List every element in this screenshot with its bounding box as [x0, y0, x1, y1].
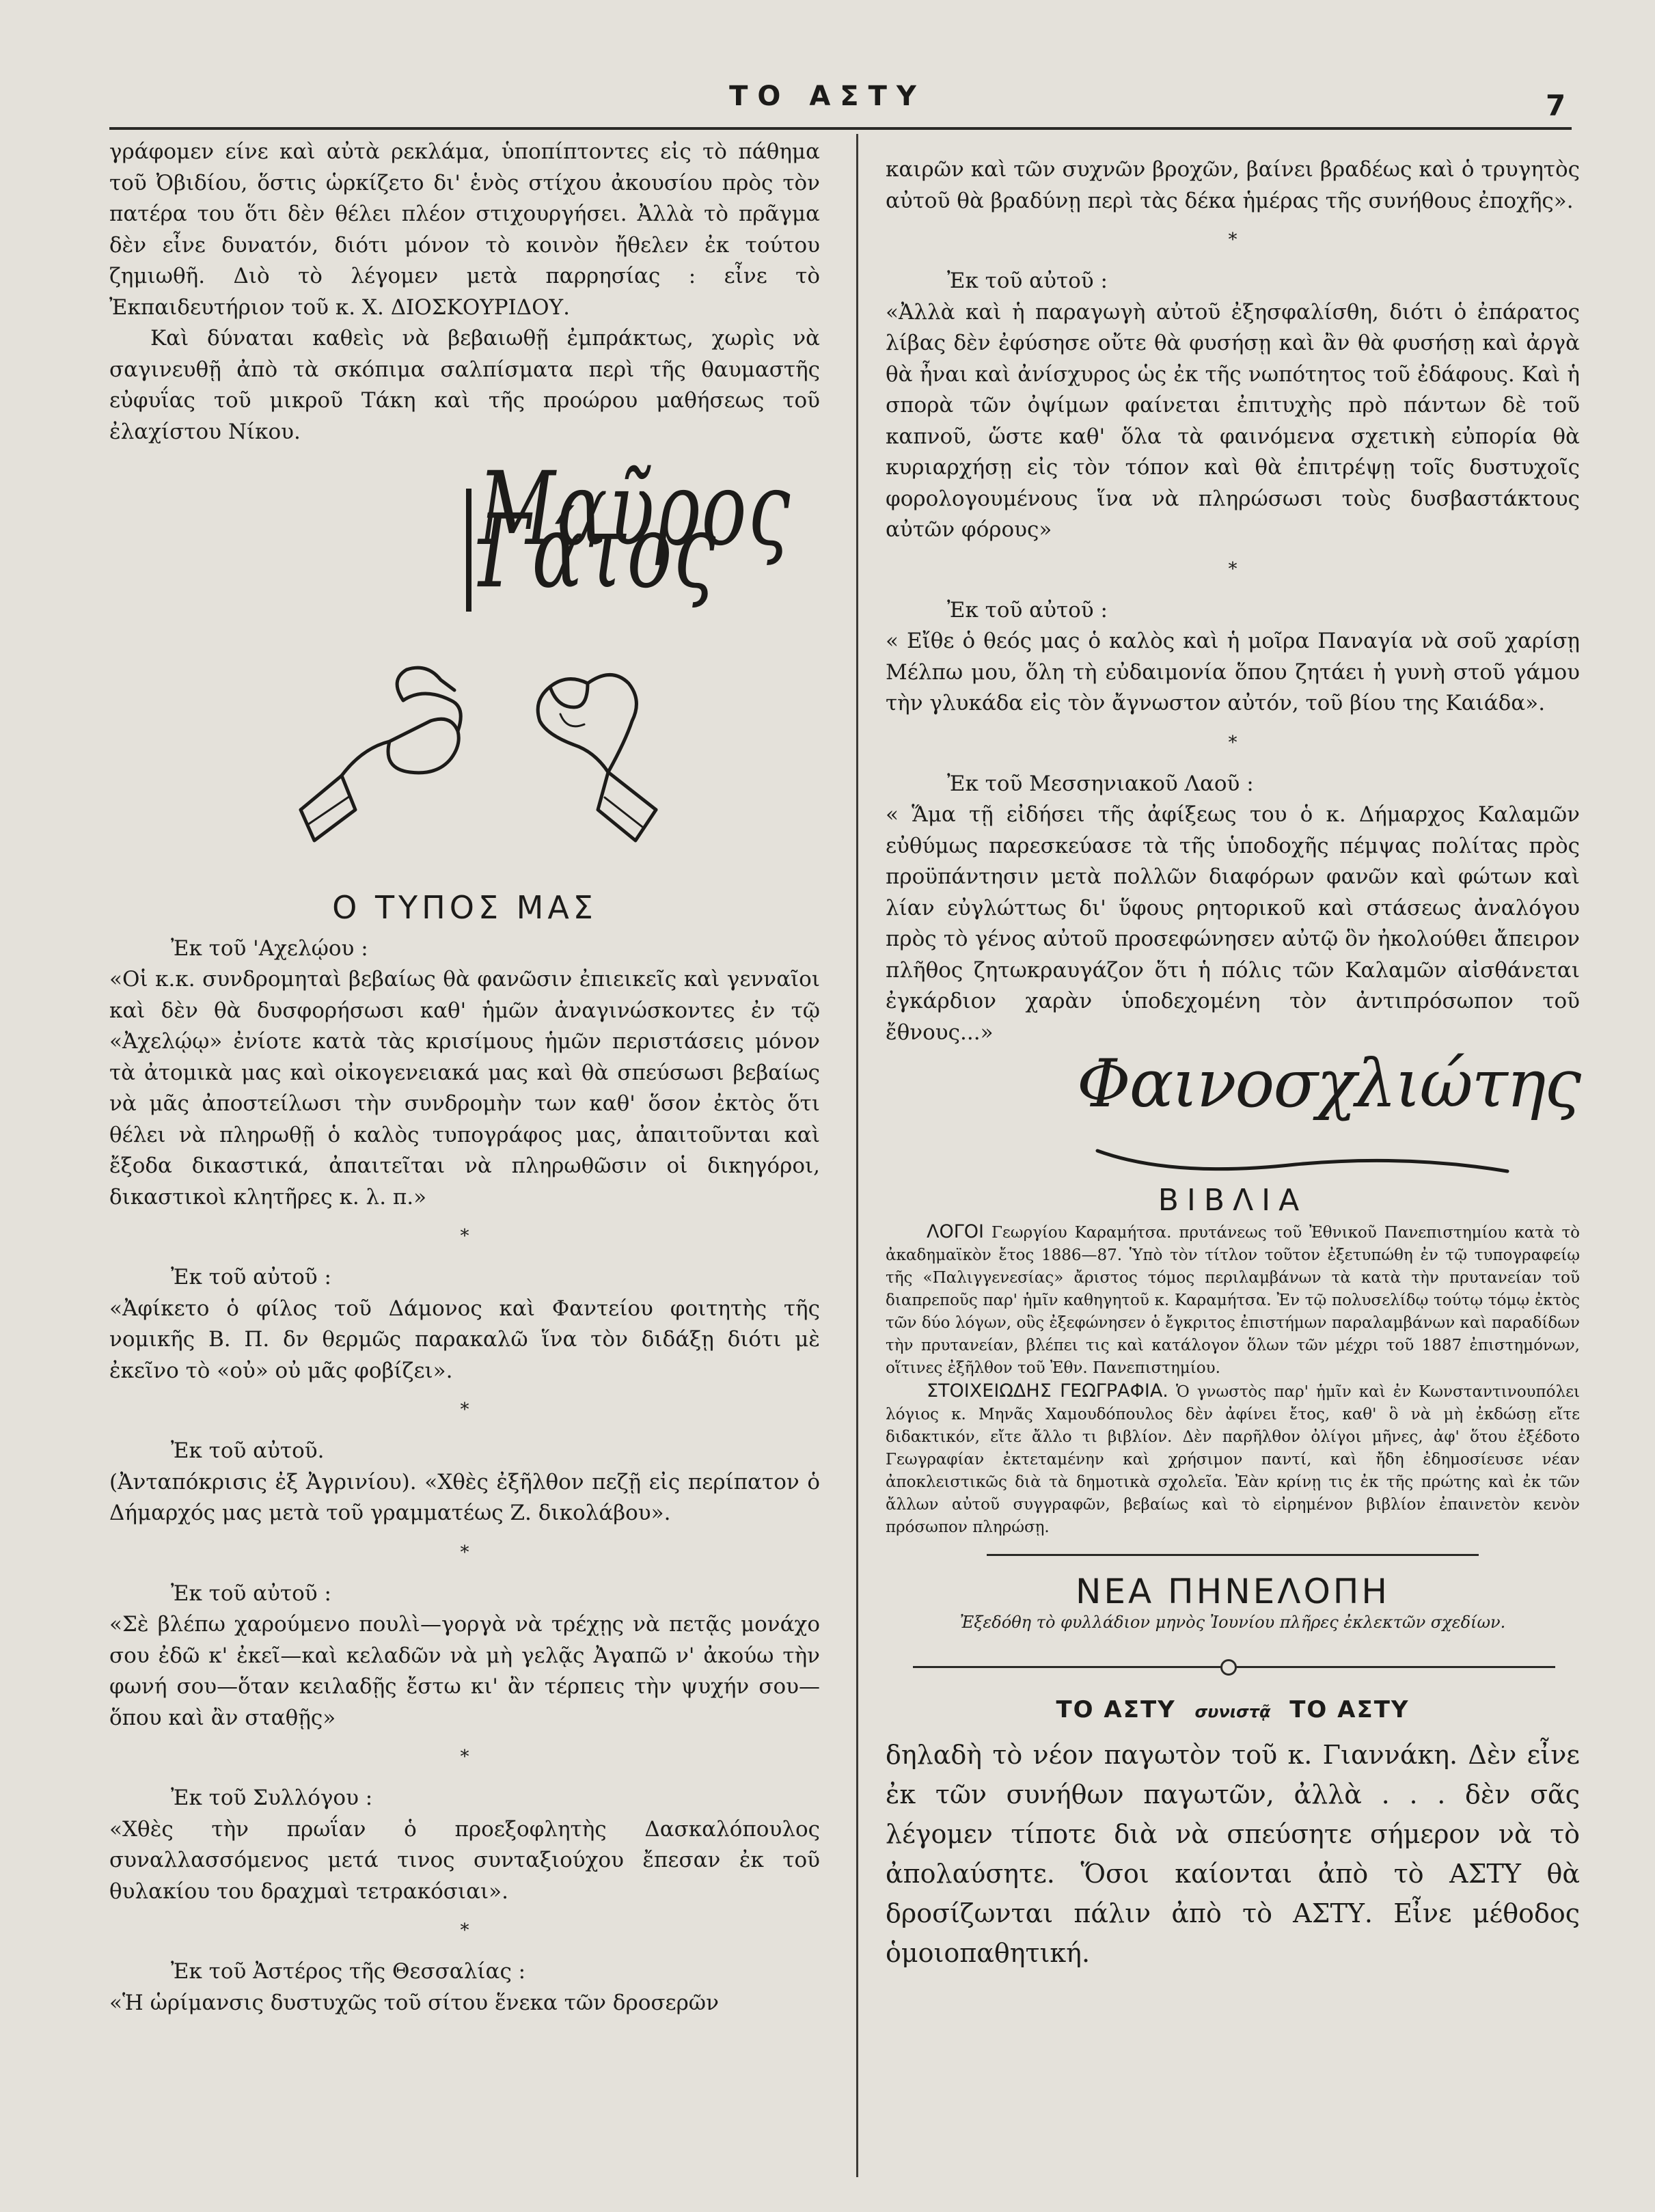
source-line: Ἐκ τοῦ αὐτοῦ.	[171, 1438, 325, 1463]
signature-swash	[1091, 1123, 1514, 1178]
separator-star: *	[1228, 230, 1237, 250]
quote-text: «Χθὲς τὴν πρωΐαν ὁ προεξοφλητὴς Δασκαλόπουλος συναλλασσόμενος μετά τινος συνταξιούχου ἔπεσαν ἐκ τοῦ θυλακίου του δραχμαὶ τετρακόσιαι».	[109, 1816, 820, 1904]
right-column	[886, 154, 1580, 1973]
running-head: ΤΟ ΑΣΤΥ	[729, 81, 926, 112]
quote-text: «Ἀλλὰ καὶ ἡ παραγωγὴ αὐτοῦ ἐξησφαλίσθη, διότι ὁ ἐπάρατος λίβας δὲν ἐφύσησε οὔτε θὰ φυσήσῃ καὶ ἂν θὰ φυσήσῃ καὶ ἀργὰ θὰ ἦναι καὶ ἀνίσχυρος ὡς ἐκ τῆς νωπότητος τοῦ ἐδάφους. Καὶ ἡ σπορὰ τῶν ὀψίμων φαίνεται ἐπιτυχὴς πρὸ πάντων δὲ τοῦ καπνοῦ, ὥστε καθ' ὅλα τὰ φαινόμενα σχετικὴ εὐπορία θὰ κυριαρχήσῃ εἰς τὸν τόπον καὶ θὰ ἐπιτρέψῃ τοῖς δυστυχοῖς φορολογουμένους ἵνα νὰ πληρώσωσι τοὺς δυσβαστάκτους αὐτῶν φόρους»	[886, 299, 1580, 542]
book-text: Ὁ γνωστὸς παρ' ἡμῖν καὶ ἐν Κωνσταντινουπόλει λόγιος κ. Μηνᾶς Χαμουδόπουλος δὲν ἀφίνει ἔτος, καθ' ὃ νὰ μὴ ἐκδώσῃ εἴτε διδακτικόν, εἴτε ἄλλο τι βιβλίον. Δὲν παρῆλθον ὀλίγοι μῆνες, ἀφ' ὅτου ἐξέδοτο Γεωγραφίαν ἐκτεταμένην καὶ χρήσιμον παντί, καὶ ἤδη ἐδημοσίευσε νέαν ἀποκλειστικῶς διὰ τὰ δημοτικὰ σχολεῖα. Ἐὰν κρίνῃ τις ἐκ τῆς πρώτης καὶ ἐκ τῶν ἄλλων αὐτοῦ συγγραφῶν, βεβαίως καὶ τὸ εἰρημένον βιβλίον ἐπαινετὸν κενὸν πρόσωπον πληρώσῃ.	[886, 1382, 1580, 1536]
separator-star: *	[1228, 558, 1237, 579]
intro-paragraph: Καὶ δύναται καθεὶς νὰ βεβαιωθῇ ἐμπράκτως, χωρὶς νὰ σαγινευθῇ ἀπὸ τὰ σκόπιμα σαλπίσματα περὶ τῆς θαυμαστῆς εὐφυΐας τοῦ μικροῦ Τάκη καὶ τῆς προώρου μαθήσεως τοῦ ἐλαχίστου Νίκου.	[109, 326, 820, 444]
fists-illustration	[287, 605, 670, 851]
ornamental-rule	[886, 1647, 1580, 1688]
quote-text: «Οἱ κ.κ. συνδρομηταὶ βεβαίως θὰ φανῶσιν ἐπιεικεῖς καὶ γενναῖοι καὶ δὲν θὰ δυσφορήσωσι καθ' ἡμῶν ἀναγινώσκοντες ἐν τῷ «Ἀχελῴῳ» ἐνίοτε κατὰ τὰς κρισίμους ἡμῶν περιστάσεις μόνον τὰ ἀτομικὰ μας καὶ οἰκογενειακά μας καὶ θὰ σπεύσωσι βεβαίως νὰ μᾶς ἀποστείλωσι τὴν συνδρομὴν των καθ' ὅσον ἐκτὸς ὅτι θέλει νὰ πληρωθῇ ὁ καλὸς τυπογράφος μας, ἀπαιτοῦνται καὶ ἔξοδα δικαστικά, ἀπαιτεῖται νὰ πληρωθῶσιν οἱ δικηγόροι, δικαστικοὶ κλητῆρες κ. λ. π.»	[109, 967, 820, 1210]
separator-star: *	[460, 1542, 469, 1563]
source-line: Ἐκ τοῦ Μεσσηνιακοῦ Λαοῦ :	[947, 771, 1254, 796]
quote-text: (Ἀνταπόκρισις ἐξ Ἀγρινίου). «Χθὲς ἐξῆλθον πεζῇ εἰς περίπατον ὁ Δήμαρχός μας μετὰ τοῦ γραμματέως Ζ. δικολάβου».	[109, 1469, 820, 1525]
left-column	[109, 137, 820, 2019]
title-bar-ornament	[466, 489, 471, 612]
asty-ad-right: ΤΟ ΑΣΤΥ	[1289, 1696, 1410, 1723]
asty-ad-heading	[886, 1695, 1580, 1728]
asty-ad-middle: συνιστᾷ	[1194, 1702, 1271, 1721]
page-number: 7	[1546, 89, 1566, 122]
source-line: Ἐκ τοῦ αὐτοῦ :	[947, 269, 1108, 293]
book-lead: ΛΟΓΟΙ	[927, 1220, 984, 1242]
header-rule	[109, 127, 1572, 130]
section-title: Ο ΤΥΠΟΣ ΜΑΣ	[332, 889, 597, 926]
signature: Φαινοσχλιώτης	[1077, 1046, 1581, 1122]
source-line: Ἐκ τοῦ αὐτοῦ :	[171, 1265, 331, 1289]
book-review	[886, 1220, 1580, 1380]
books-title: ΒΙΒΛΙΑ	[1158, 1183, 1308, 1218]
section-rule	[987, 1554, 1479, 1556]
nea-penelopi-title: ΝΕΑ ΠΗΝΕΛΟΠΗ	[1075, 1571, 1391, 1611]
book-text: Γεωργίου Καραμήτσα. πρυτάνεως τοῦ Ἐθνικοῦ Πανεπιστημίου κατὰ τὸ ἀκαδημαϊκὸν ἔτος 1886—87. Ὑπὸ τὸν τίτλον τοῦτον ἐξετυπώθη ἐν τῷ τυπογραφείῳ τῆς «Παλιγγενεσίας» ἄριστος τόμος περιλαμβάνων τὰ κατὰ τὴν πρυτανείαν τοῦ διαπρεποῦς παρ' ἡμῖν καθηγητοῦ κ. Καραμήτσα. Ἐν τῷ πολυσελίδῳ τούτῳ τόμῳ ἐκτὸς τῶν δύο λόγων, οὓς ἐξεφώνησεν ὁ ἔγκριτος ἐπιστήμων παραλαμβάνων καὶ παραδίδων τὴν πρυτανείαν, βλέπει τις καὶ κατάλογον ὅλων τῶν μέχρι τοῦ 1887 ἐπιστημόνων, οἵτινες ἐξῆλθον τοῦ Ἐθν. Πανεπιστημίου.	[886, 1223, 1581, 1377]
quote-text: « Εἴθε ὁ θεός μας ὁ καλὸς καὶ ἡ μοῖρα Παναγία νὰ σοῦ χαρίσῃ Μέλπω μου, ὅλη τὴ εὐδαιμονία ὅπου ζητάει ἡ γυνὴ στοῦ γάμου τὴν γλυκάδα εἰς τὸν ἄγνωστον αὐτόν, τοῦ βίου της Καιάδα».	[886, 629, 1580, 715]
separator-star: *	[460, 1920, 469, 1941]
source-line: Ἐκ τοῦ Συλλόγου :	[171, 1786, 373, 1810]
quote-text: «Σὲ βλέπω χαρούμενο πουλὶ—γοργὰ νὰ τρέχῃς νὰ πετᾷς μονάχο σου ἐδῶ κ' ἐκεῖ—καὶ κελαδῶν νὰ μὴ γελᾷς Ἀγαπῶ ν' ἀκούω τὴν φωνή σου—ὅταν κειλαδῇς ἔστω κι' ἂν τέρπεις τὴν ψυχήν σου—ὅπου καὶ ἂν σταθῇς»	[109, 1612, 820, 1730]
column-rule	[856, 134, 858, 2177]
illustration-title: Μαῦρος Γάτος	[478, 450, 792, 610]
separator-star: *	[1228, 732, 1237, 753]
source-line: Ἐκ τοῦ Ἀστέρος τῆς Θεσσαλίας :	[171, 1959, 526, 1984]
separator-star: *	[460, 1226, 469, 1246]
books-section	[886, 1185, 1580, 1539]
intro-paragraph: γράφομεν είνε καὶ αὐτὰ ρεκλάμα, ὑποπίπτοντες εἰς τὸ πάθημα τοῦ Ὀβιδίου, ὅστις ὡρκίζετο δι' ἑνὸς στίχου ἀκουσίου πρὸς τὸν πατέρα του ὅτι δὲν θέλει πλέον στιχουργήσει. Ἀλλὰ τὸ πρᾶγμα δὲν εἶνε δυνατόν, διότι μόνον τὸ κοινὸν ἤθελεν ἐκ τούτου ζημιωθῆ. Διὸ τὸ λέγομεν μετὰ παρρησίας : εἶνε τὸ Ἐκπαιδευτήριον τοῦ κ. Χ. ΔΙΟΣΚΟΥΡΙΔΟΥ.	[109, 139, 820, 320]
source-line: Ἐκ τοῦ αὐτοῦ :	[947, 597, 1108, 623]
quote-text: «Ἡ ὡρίμανσις δυστυχῶς τοῦ σίτου ἕνεκα τῶν δροσερῶν	[109, 1990, 719, 2015]
source-line: Ἐκ τοῦ 'Αχελῴου :	[171, 936, 368, 961]
book-review	[886, 1380, 1580, 1539]
nea-penelopi-subtitle: Ἐξεδόθη τὸ φυλλάδιον μηνὸς Ἰουνίου πλῆρες ἐκλεκτῶν σχεδίων.	[959, 1613, 1506, 1632]
asty-ad-left: ΤΟ ΑΣΤΥ	[1056, 1696, 1176, 1723]
continuation-text: καιρῶν καὶ τῶν συχνῶν βροχῶν, βαίνει βραδέως καὶ ὁ τρυγητὸς αὐτοῦ θὰ βραδύνῃ περὶ τὰς δέκα ἡμέρας τῆς συνήθους ἐποχῆς».	[886, 157, 1580, 213]
quote-text: « Ἅμα τῇ εἰδήσει τῆς ἀφίξεως του ὁ κ. Δήμαρχος Καλαμῶν εὐθύμως παρεσκεύασε τὰ τῆς ὑποδοχῆς πέμψας πολίτας πρὸς προϋπάντησιν μετὰ πολλῶν διαφόρων φανῶν καὶ φώτων καὶ λίαν εὐγλώττως δι' ὕφους ρητορικοῦ καὶ στάσεως ἀναλόγου πρὸς τὸ γένος αὐτοῦ προσεφώνησεν αὐτῷ ὃν ἠκολούθει ἄπειρον πλῆθος ζητωκραυγάζον ὅτι ἡ πόλις τῶν Καλαμῶν αἰσθάνεται ἐγκάρδιον χαρὰν ὑποδεχομένη τὸν ἀντιπρόσωπον τοῦ ἔθνους...»	[886, 802, 1580, 1045]
signature-block	[886, 1048, 1580, 1185]
separator-star: *	[460, 1399, 469, 1420]
source-line: Ἐκ τοῦ αὐτοῦ :	[171, 1581, 331, 1606]
asty-ad-text: δηλαδὴ τὸ νέον παγωτὸν τοῦ κ. Γιαννάκη. Δὲν εἶνε ἐκ τῶν συνήθων παγωτῶν, ἀλλὰ . . . δὲν σᾶς λέγομεν τίποτε διὰ νὰ σπεύσητε σήμερον νὰ τὸ ἀπολαύσητε. Ὅσοι καίονται ἀπὸ τὸ ΑΣΤΥ θὰ δροσίζωνται πάλιν ἀπὸ τὸ ΑΣΤΥ. Εἶνε μέθοδος ὁμοιοπαθητική.	[886, 1739, 1580, 1968]
book-lead: ΣΤΟΙΧΕΙΩΔΗΣ ΓΕΩΓΡΑΦΙΑ.	[927, 1380, 1168, 1402]
separator-star: *	[460, 1747, 469, 1767]
quote-text: «Ἀφίκετο ὁ φίλος τοῦ Δάμονος καὶ Φαντείου φοιτητὴς τῆς νομικῆς Β. Π. δν θερμῶς παρακαλῶ ἵνα τὸν διδάξῃ διότι μὲ ἐκεῖνο τὸ «οὐ» οὐ μᾶς φοβίζει».	[109, 1296, 820, 1383]
black-cat-illustration	[109, 448, 820, 868]
